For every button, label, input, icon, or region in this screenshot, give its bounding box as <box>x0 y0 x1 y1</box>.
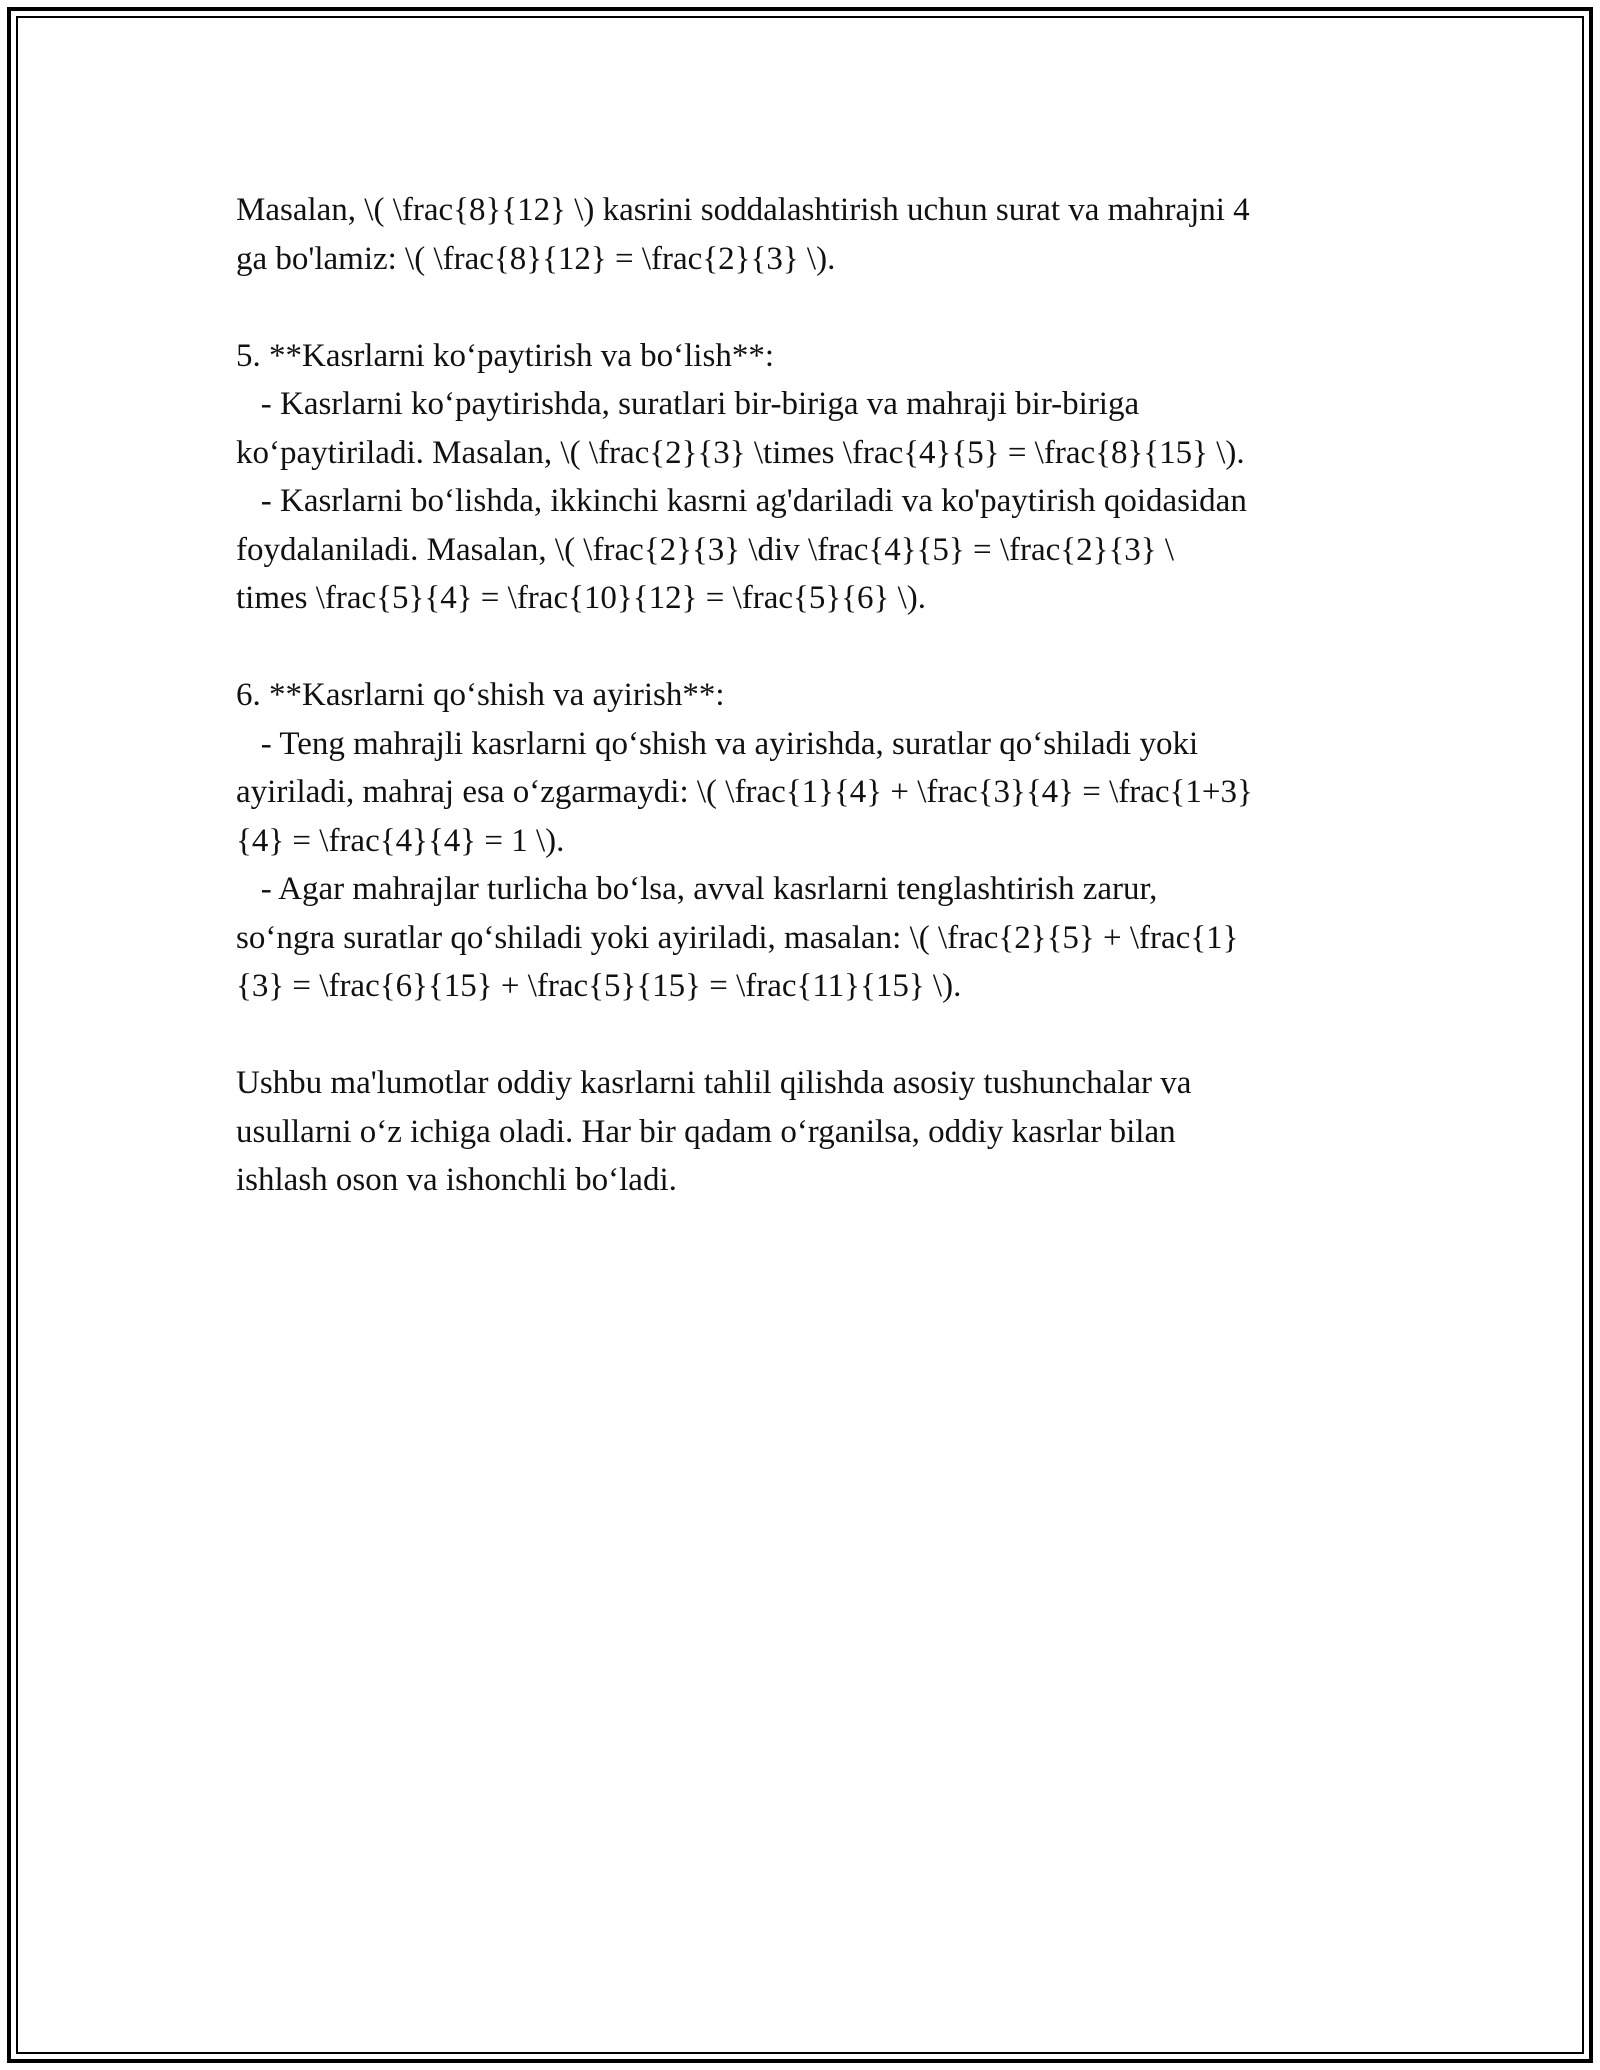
section-5 <box>236 332 1386 623</box>
paragraph-gap <box>236 1011 1386 1060</box>
text-line: {3} = \frac{6}{15} + \frac{5}{15} = \frac{11}{15} \). <box>236 968 962 1004</box>
document-body <box>236 186 1386 1205</box>
conclusion-paragraph <box>236 1059 1386 1205</box>
text-line: - Kasrlarni ko‘paytirishda, suratlari bir-biriga va mahraji bir-biriga <box>236 386 1140 422</box>
text-line: Masalan, \( \frac{8}{12} \) kasrini soddalashtirish uchun surat va mahrajni 4 <box>236 192 1250 228</box>
section-heading: 5. **Kasrlarni ko‘paytirish va bo‘lish**: <box>236 337 774 374</box>
text-line: - Teng mahrajli kasrlarni qo‘shish va ayirishda, suratlar qo‘shiladi yoki <box>236 725 1199 762</box>
section-6 <box>236 671 1386 1011</box>
text-line: - Agar mahrajlar turlicha bo‘lsa, avval kasrlarni tenglashtirish zarur, <box>236 871 1158 907</box>
section-heading: 6. **Kasrlarni qo‘shish va ayirish**: <box>236 677 725 713</box>
text-line: usullarni o‘z ichiga oladi. Har bir qadam o‘rganilsa, oddiy kasrlar bilan <box>236 1113 1176 1150</box>
text-line: times \frac{5}{4} = \frac{10}{12} = \frac{5}{6} \). <box>236 580 927 616</box>
text-line: {4} = \frac{4}{4} = 1 \). <box>236 822 565 859</box>
text-line: so‘ngra suratlar qo‘shiladi yoki ayiriladi, masalan: \( \frac{2}{5} + \frac{1} <box>236 919 1239 956</box>
text-line: ko‘paytiriladi. Masalan, \( \frac{2}{3} \times \frac{4}{5} = \frac{8}{15} \). <box>236 434 1245 471</box>
text-line: ayiriladi, mahraj esa o‘zgarmaydi: \( \frac{1}{4} + \frac{3}{4} = \frac{1+3} <box>236 774 1253 810</box>
text-line: ga bo'lamiz: \( \frac{8}{12} = \frac{2}{3} \). <box>236 240 836 277</box>
text-line: Ushbu ma'lumotlar oddiy kasrlarni tahlil qilishda asosiy tushunchalar va <box>236 1065 1192 1101</box>
text-line: foydalaniladi. Masalan, \( \frac{2}{3} \div \frac{4}{5} = \frac{2}{3} \ <box>236 531 1175 568</box>
paragraph-gap <box>236 623 1386 672</box>
paragraph-intro <box>236 186 1386 283</box>
paragraph-gap <box>236 283 1386 332</box>
text-line: ishlash oson va ishonchli bo‘ladi. <box>236 1162 677 1198</box>
text-line: - Kasrlarni bo‘lishda, ikkinchi kasrni ag'dariladi va ko'paytirish qoidasidan <box>236 483 1247 519</box>
